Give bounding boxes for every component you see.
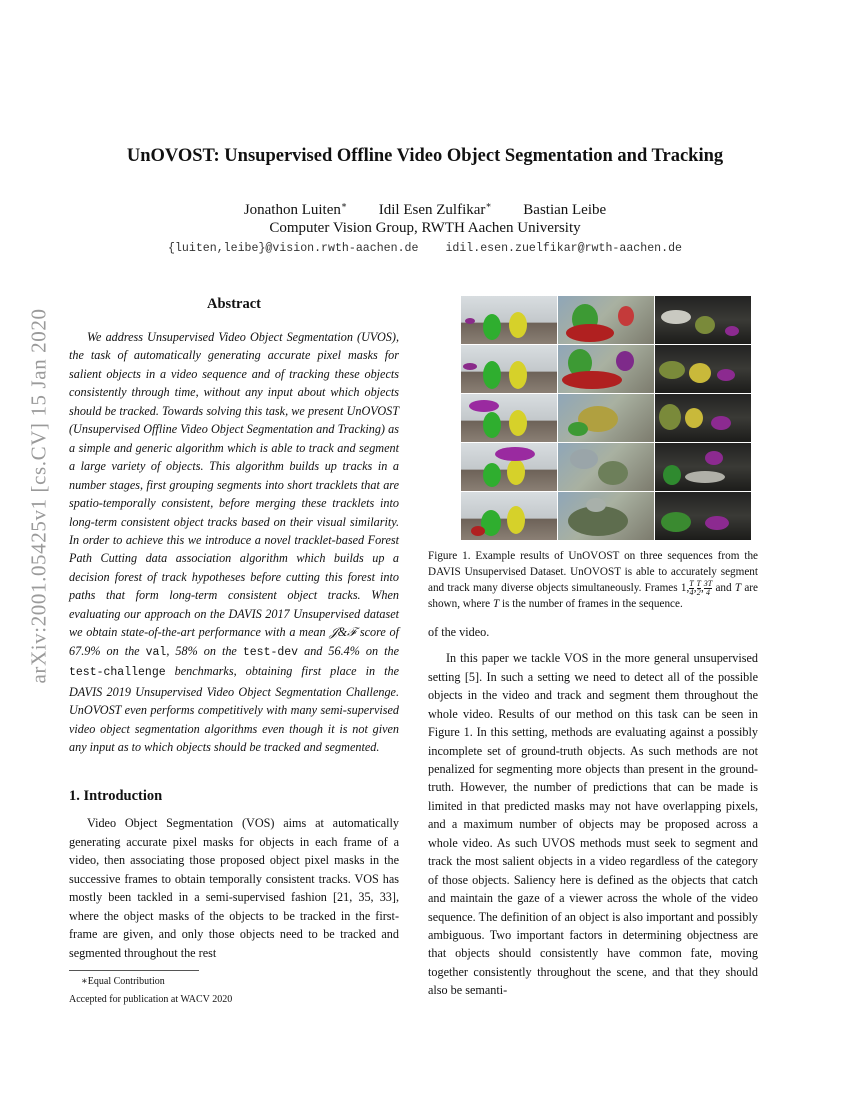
figure-thumbnail bbox=[461, 394, 557, 442]
figure-thumbnail bbox=[655, 345, 751, 393]
figure-thumbnail bbox=[655, 296, 751, 344]
figure-thumbnail bbox=[655, 443, 751, 491]
figure-thumbnail bbox=[655, 492, 751, 540]
intro-paragraph: Video Object Segmentation (VOS) aims at automatically generating accurate pixel masks for objects in each frame of a video, then associating those proposed object pixel masks in the successive frames to obtain temporally consistent tracks. VOS has mostly been tackled in a semi-supervised fashion [21, 35, 33], where the object masks of the objects to be tracked in the first-frame are given, and only those objects need to be tracked and segmented throughout the rest bbox=[69, 816, 399, 960]
footnote-divider bbox=[69, 970, 199, 971]
abstract-heading: Abstract bbox=[207, 296, 261, 312]
continued-text: of the video. bbox=[428, 624, 490, 639]
figure-1-image-grid bbox=[461, 296, 751, 540]
author: Jonathon Luiten∗ bbox=[243, 200, 348, 218]
intro-paragraph-2: In this paper we tackle VOS in the more general unsupervised setting [5]. In such a setting we need to detect all of the possible objects in the video and track and segment them throughout the whole video. Results of our method on this task can be seen in Figure 1. In this setting, methods are evaluating against a possibly incomplete set of ground-truth objects. As such methods are not penalized for segmenting more objects than present in the ground-truth. However, the number of predictions that can be made is limited in that predicted masks may not have overlapping pixels, and a maximum number of objects may be proposed across a whole video. As such UVOS methods must seek to segment and track the most salient objects in a video regardless of the category of those objects. Saliency here is defined as the objects that catch and maintain the gaze of a viewer across the whole of the video sequence. The definition of an object is also important and possibly ambiguous. Two important factors in determining objectness are that objects should consistently have common fate, moving together consistently throughout the scene, and that they should also be semanti- bbox=[428, 651, 758, 998]
figure-thumbnail bbox=[558, 492, 654, 540]
author-list bbox=[60, 200, 790, 219]
figure-thumbnail bbox=[558, 394, 654, 442]
section-heading-introduction: 1. Introduction bbox=[69, 788, 163, 805]
figure-thumbnail bbox=[461, 443, 557, 491]
footnote-acceptance: Accepted for publication at WACV 2020 bbox=[69, 994, 233, 1006]
left-column bbox=[69, 296, 399, 1007]
figure-thumbnail bbox=[461, 345, 557, 393]
abstract-text: We address Unsupervised Video Object Segmentation (UVOS), the task of automatically generating accurate pixel masks for salient objects in a video sequence and of tracking these objects consistently through time, without any input about which objects should be tracked. Towards solving this task, we present UnOVOST (Unsupervised Offline Video Object Segmentation and Tracking) as a simple and generic algorithm which is able to track and segment a large variety of objects. This algorithm builds up tracks in a number stages, first grouping segments into short tracklets that are spatio-temporally consistent, before merging these tracklets into long-term consistent object tracks based on their visual similarity. In order to achieve this we introduce a novel tracklet-based Forest Path Cutting data association algorithm which builds up a decision forest of track hypotheses before cutting this forest into paths that form long-term consistent object tracks. When evaluating our approach on the DAVIS 2017 Unsupervised dataset we obtain state-of-the-art performance with a mean 𝒥&ℱ score of 67.9% on the val, 58% on the test-dev and 56.4% on the test-challenge benchmarks, obtaining first place in the DAVIS 2019 Unsupervised Video Object Segmentation Challenge. UnOVOST even performs competitively with many semi-supervised video object segmentation algorithms even though it is not given any input as to which objects should be tracked and segmented. bbox=[69, 330, 400, 754]
figure-thumbnail bbox=[461, 492, 557, 540]
fraction: $\frac{3T}{4}$ bbox=[703, 579, 713, 598]
figure-thumbnail bbox=[558, 345, 654, 393]
email: {luiten,leibe}@vision.rwth-aachen.de bbox=[168, 242, 419, 255]
figure-thumbnail bbox=[558, 296, 654, 344]
footnote-equal-contribution: ∗Equal Contribution bbox=[81, 976, 165, 988]
figure-thumbnail bbox=[558, 443, 654, 491]
paper-title: UnOVOST: Unsupervised Offline Video Object Segmentation and Tracking bbox=[126, 146, 724, 166]
fraction: $\frac{T}{2}$ bbox=[696, 579, 701, 598]
figure-1-caption: Figure 1. Example results of UnOVOST on three sequences from the DAVIS Unsupervised Dataset. UnOVOST is able to accurately segment and track many diverse objects simultaneously. Frames 1, $\frac{T}{4}$, $\frac{T}{2}$, $\frac{3T}{4}$ and T are shown, where T is the number of frames in the sequence. bbox=[428, 550, 758, 611]
fraction: $\frac{T}{4}$ bbox=[689, 579, 694, 598]
figure-thumbnail bbox=[461, 296, 557, 344]
author: Bastian Leibe bbox=[523, 202, 607, 218]
email: idil.esen.zuelfikar@rwth-aachen.de bbox=[445, 242, 682, 255]
arxiv-stamp: arXiv:2001.05425v1 [cs.CV] 15 Jan 2020 bbox=[26, 308, 51, 684]
figure-thumbnail bbox=[655, 394, 751, 442]
affiliation: Computer Vision Group, RWTH Aachen University bbox=[269, 220, 581, 236]
email-list bbox=[60, 242, 790, 255]
author: Idil Esen Zulfikar∗ bbox=[378, 200, 492, 218]
right-column bbox=[428, 296, 758, 1000]
